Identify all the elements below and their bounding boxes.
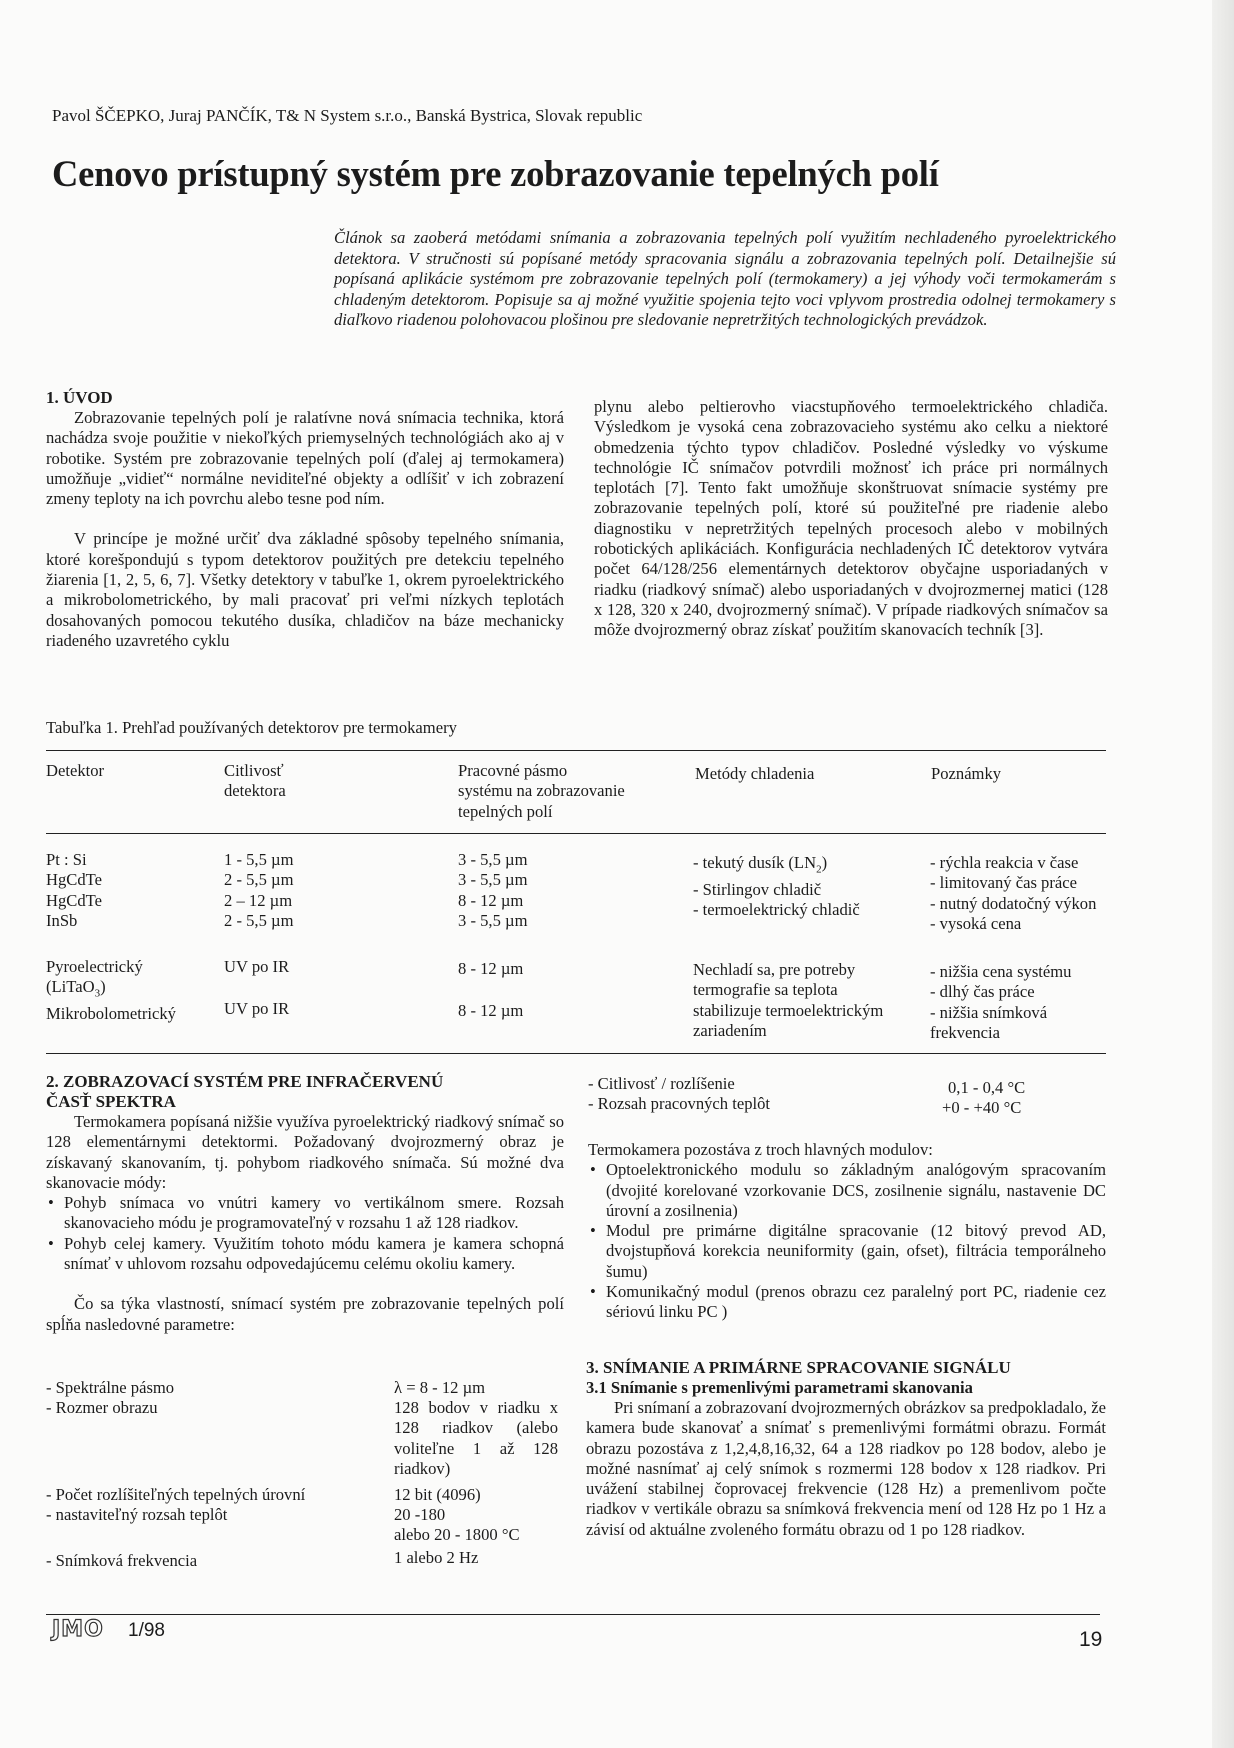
list-item: • Modul pre primárne digitálne spracovanie (12 bitový prevod AD, dvojstupňová korekcia neuniformity (gain, ofset), filtrácia temporálneho šumu) bbox=[588, 1221, 1106, 1282]
modules-list bbox=[588, 1160, 1106, 1322]
section3-paragraph-1: Pri snímaní a zobrazovaní dvojrozmerných obrázkov sa predpokladalo, že kamera bude skanovať a snímať s premenlivými formátmi obrazu. Formát obrazu pozostáva z 1,2,4,8,16,32, 64 a 128 riadkov po 128 bodov, alebo je možné nasnímať aj celý snímok s rozmermi 128 bodov x 128 riadkov. Pri uvážení stabilnej čoprovacej frekvencie (128 Hz) a premenlivom počte riadkov v vertikále obrazu sa snímková frekvencia mení od 128 Hz po 1 Hz a závisí od aktuálne zvoleného formátu obrazu od 1 po 128 riadkov. bbox=[586, 1398, 1106, 1539]
section2-heading: 2. ZOBRAZOVACÍ SYSTÉM PRE INFRAČERVENÚ ČASŤ SPEKTRA bbox=[46, 1072, 444, 1111]
table-header-rule bbox=[46, 833, 1106, 834]
table-detectors-group2: Pyroelectrický (LiTaO$_3$) Mikrobolometrický bbox=[46, 957, 176, 1023]
param-label-operating-temp: - Rozsah pracovných teplôt bbox=[588, 1094, 771, 1113]
param-label-sensitivity: - Citlivosť / rozlíšenie bbox=[588, 1074, 735, 1093]
table-band-group1: 3 - 5,5 µm 3 - 5,5 µm 8 - 12 µm 3 - 5,5 µm bbox=[458, 850, 528, 930]
param-label-frame-rate: - Snímková frekvencia bbox=[46, 1551, 198, 1570]
table-sensitivity-group1: 1 - 5,5 µm 2 - 5,5 µm 2 – 12 µm 2 - 5,5 µm bbox=[224, 850, 294, 930]
authors-line: Pavol ŠČEPKO, Juraj PANČÍK, T& N System s.r.o., Banská Bystrica, Slovak republic bbox=[52, 106, 643, 125]
param-value-sensitivity: 0,1 - 0,4 °C bbox=[948, 1078, 1026, 1097]
list-item: • Pohyb snímaca vo vnútri kamery vo vertikálnom smere. Rozsah skanovacieho módu je programovateľný v rozsahu 1 až 128 riadkov. bbox=[46, 1193, 564, 1234]
journal-issue: 1/98 bbox=[128, 1620, 165, 1641]
param-value-levels: 12 bit (4096) bbox=[394, 1485, 481, 1504]
table-top-rule bbox=[46, 750, 1106, 751]
table-caption: Tabuľka 1. Prehľad používaných detektorov pre termokamery bbox=[46, 718, 457, 737]
param-value-operating-temp: +0 - +40 °C bbox=[942, 1098, 1022, 1117]
journal-logo: JMO bbox=[52, 1617, 104, 1642]
table-notes-group1: - rýchla reakcia v čase - limitovaný čas práce - nutný dodatočný výkon - vysoká cena bbox=[930, 853, 1097, 933]
section2-paragraph-2: Čo sa týka vlastností, snímací systém pre zobrazovanie tepelných polí spĺňa nasledovné parametre: bbox=[46, 1294, 564, 1334]
param-label-spectral: - Spektrálne pásmo bbox=[46, 1378, 175, 1397]
table-header-detector: Detektor bbox=[46, 761, 105, 780]
section1-paragraph-1: Zobrazovanie tepelných polí je ralatívne nová snímacia technika, ktorá nachádza svoje použitie v niekoľkých priemyselných technológiách ako aj v robotike. Systém pre zobrazovanie tepelných polí (ďalej aj termokamera) umožňuje „vidieť“ normálne neviditeľné objekty a odlíšiť v ich zobrazení zmeny teploty na ich povrchu alebo tesne pod ním. bbox=[46, 408, 564, 509]
param-label-image-size: - Rozmer obrazu bbox=[46, 1398, 158, 1417]
page-number: 19 bbox=[1079, 1628, 1103, 1651]
table-bottom-rule bbox=[46, 1053, 1106, 1054]
param-value-frame-rate: 1 alebo 2 Hz bbox=[394, 1548, 479, 1567]
table-band-group2-a: 8 - 12 µm bbox=[458, 959, 524, 978]
table-sensitivity-group2-b: UV po IR bbox=[224, 999, 290, 1018]
table-cooling-group1: - tekutý dusík $(LN_2)$ - Stirlingov chladič - termoelektrický chladič bbox=[693, 853, 860, 919]
param-value-spectral: λ = 8 - 12 µm bbox=[394, 1378, 486, 1397]
list-item: • Pohyb celej kamery. Využitím tohoto módu kamera je kamera schopná snímať v uhlovom rozsahu odpovedajúcemu celému okoliu kamery. bbox=[46, 1234, 564, 1275]
section1-paragraph-2: V princípe je možné určiť dva základné spôsoby tepelného snímania, ktoré korešpondujú s typom detektorov použitých pre detekciu tepelného žiarenia [1, 2, 5, 6, 7]. Všetky detektory v tabuľke 1, okrem pyroelektrického a mikrobolometrického, by mali pracovať pri veľmi nízkych teplotách dosahovaných pomocou tekutého dusíka, chladičov na báze mechanicky riadeného uzavretého cyklu bbox=[46, 529, 564, 650]
table-sensitivity-group2-a: UV po IR bbox=[224, 957, 290, 976]
param-value-temp-range: 20 -180 alebo 20 - 1800 °C bbox=[394, 1505, 520, 1545]
section1-right-column bbox=[594, 397, 1108, 641]
section3-heading: 3. SNÍMANIE A PRIMÁRNE SPRACOVANIE SIGNÁLU bbox=[586, 1358, 1011, 1377]
param-label-levels: - Počet rozlíšiteľných tepelných úrovní bbox=[46, 1485, 306, 1504]
article-title: Cenovo prístupný systém pre zobrazovanie tepelných polí bbox=[52, 153, 939, 194]
param-label-temp-range: - nastaviteľný rozsah teplôt bbox=[46, 1505, 228, 1524]
section1-left-column bbox=[46, 388, 564, 651]
modules-intro: Termokamera pozostáva z troch hlavných modulov: bbox=[588, 1140, 933, 1159]
section3-column bbox=[586, 1358, 1106, 1540]
section2-paragraph-1: Termokamera popísaná nižšie využíva pyroelektrický riadkový snímač so 128 elementárnymi detektormi. Požadovaný dvojrozmerný obraz je získavaný skanovaním, tj. pohybom riadkového snímača. Sú možné dva skanovacie módy: bbox=[46, 1112, 564, 1192]
param-value-image-size: 128 bodov v riadku x 128 riadkov (alebo voliteľne 1 až 128 riadkov) bbox=[394, 1398, 558, 1478]
table-header-sensitivity: Citlivosť detektora bbox=[224, 761, 286, 801]
list-item: • Komunikačný modul (prenos obrazu cez paralelný port PC, riadenie cez sériovú linku PC ) bbox=[588, 1282, 1106, 1323]
section3-subheading: 3.1 Snímanie s premenlivými parametrami skanovania bbox=[586, 1378, 973, 1397]
table-cooling-group2: Nechladí sa, pre potreby termografie sa teplota stabilizuje termoelektrickým zariadením bbox=[693, 960, 884, 1040]
page-edge-shadow bbox=[1212, 0, 1234, 1748]
scan-modes-list bbox=[46, 1193, 564, 1274]
section2-left-column bbox=[46, 1072, 564, 1335]
abstract: Článok sa zaoberá metódami snímania a zobrazovania tepelných polí využitím nechladeného pyroelektrického detektora. V stručnosti sú popísané metódy spracovania signálu a zobrazovania tepelných polí. Detailnejšie sú popísaná aplikácie systémom pre zobrazovanie tepelných polí (termokamery) a jej výhody voči termokamerám s chladeným detektorom. Popisuje sa aj možné využitie spojenia tejto voci vplyvom prostredia odolnej termokamery s diaľkovo riadenou polohovacou plošinou pre sledovanie nepretržitých technologických prevádzok. bbox=[334, 228, 1116, 329]
footer-rule bbox=[46, 1614, 1100, 1615]
section1-paragraph-3: plynu alebo peltierovho viacstupňového termoelektrického chladiča. Výsledkom je vysoká cena zobrazovacieho systému ako celku a niektoré obmedzenia týchto typov chladičov. Posledné výsledky vo výskume technológie IČ snímačov potvrdili možnosť ich práce pri normálnych teplotách [7]. Tento fakt umožňuje skonštruovat snímacie systémy pre zobrazovanie tepelných polí, ktoré sú použiteľné pre riadenie alebo diagnostiku v nepretržitých tepelných procesoch alebo v mobilných robotických aplikáciách. Konfigurácia nechladených IČ detektorov vytvára počet 64/128/256 elementárnych detektorov obyčajne usporiadaných v riadku (riadkový snímač) alebo usporiadaných v dvojrozmernej matici (128 x 128, 320 x 240, dvojrozmerný snímač). V prípade riadkových snímačov sa môže dvojrozmerný obraz získať použitím skanovacích techník [3]. bbox=[594, 397, 1108, 640]
table-header-notes: Poznámky bbox=[931, 764, 1002, 783]
section1-heading: 1. ÚVOD bbox=[46, 388, 113, 407]
table-detectors-group1: Pt : Si HgCdTe HgCdTe InSb bbox=[46, 850, 102, 930]
table-header-band: Pracovné pásmo systému na zobrazovanie tepelných polí bbox=[458, 761, 625, 821]
list-item: • Optoelektronického modulu so základným analógovým spracovaním (dvojité korelované vzorkovanie DCS, zosilnenie signálu, nastavenie DC úrovní a zosilnenia) bbox=[588, 1160, 1106, 1221]
table-header-cooling: Metódy chladenia bbox=[695, 764, 815, 783]
table-notes-group2: - nižšia cena systému - dlhý čas práce - nižšia snímková frekvencia bbox=[930, 962, 1072, 1042]
section2-right-column bbox=[588, 1140, 1106, 1323]
table-band-group2-b: 8 - 12 µm bbox=[458, 1001, 524, 1020]
